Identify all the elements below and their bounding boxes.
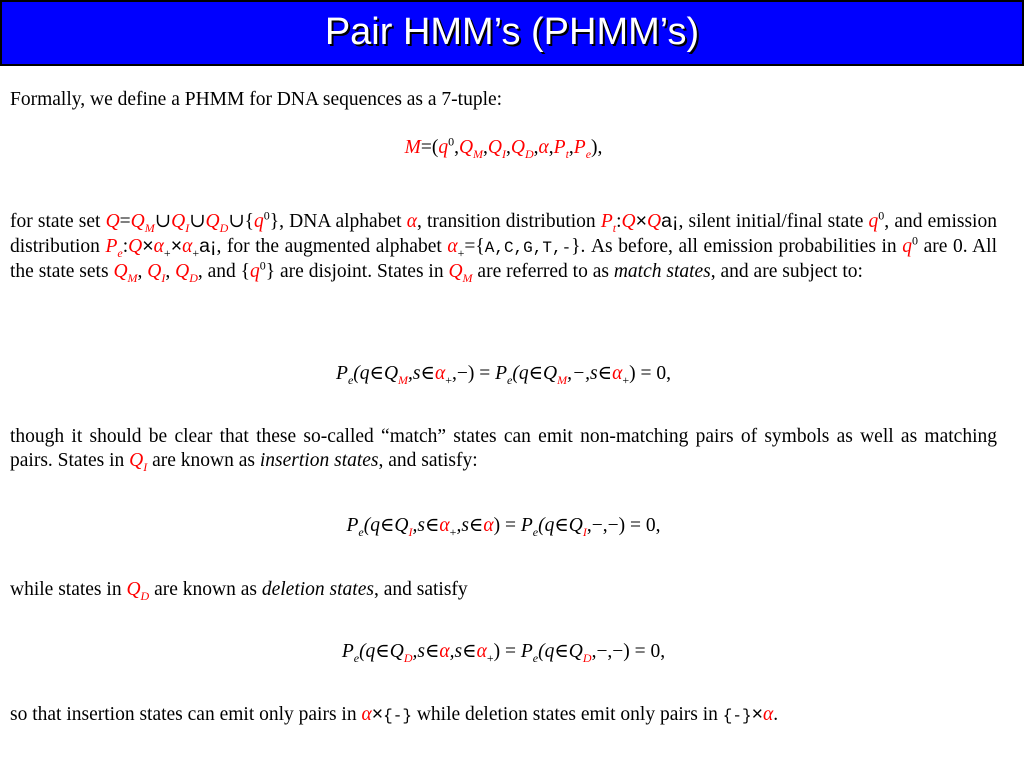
paragraph-summary: so that insertion states can emit only pairs in α×{-} while deletion states emit only pairs in {-}×α.	[10, 703, 779, 725]
equation-insertion-states: $P_e(q\in Q_I,s\in\alpha_+,s\in\alpha)$ = $P_e(q\in Q_I,-,-) = 0$,	[346, 515, 661, 539]
equation-deletion-states: $P_e(q\in Q_D,s\in\alpha,s\in\alpha_+)$ = $P_e(q\in Q_D,-,-) = 0$,	[341, 641, 666, 665]
tuple-definition: $M=(q^0,Q_M,Q_I,Q_D,\alpha,P_t,P_e)$,	[404, 134, 603, 161]
paragraph-deletion: while states in $Q_D$ are known as deletion states, and satisfy	[10, 579, 468, 603]
equation-match-states: $P_e(q\in Q_M,s\in\alpha_+,-)$ = $P_e(q\in Q_M,-,s\in\alpha_+) = 0$,	[336, 363, 671, 387]
title-bar	[0, 0, 1024, 66]
paragraph-insertion: though it should be clear that these so-called “match” states can emit non-matching pairs of symbols as well as matching pairs. States in $Q_I$ are known as insertion states, and satisfy:	[10, 426, 997, 474]
slide-title: Pair HMM’s (PHMM’s)	[324, 11, 700, 53]
intro-line: Formally, we define a PHMM for DNA sequences as a 7-tuple:	[10, 89, 503, 110]
paragraph-state-set: for state set $Q=Q_M\cup Q_I\cup Q_D\cup\{q^0\}$, DNA alphabet α, transition distribution $P_t:Q\times Qa¡$, silent initial/final state $q^0$, and emission distribution $P_e:Q\times\alpha_+\times\alpha_+a¡$, for the augmented alphabet $\alpha_+=\{A,C,G,T,-\}$. As before, all emission probabilities in $q^0$ are 0. All the state sets $Q_M$, $Q_I$, $Q_D$, and $\{q^0\}$ are disjoint. States in $Q_M$ are referred to as match states, and are subject to:	[10, 208, 997, 285]
